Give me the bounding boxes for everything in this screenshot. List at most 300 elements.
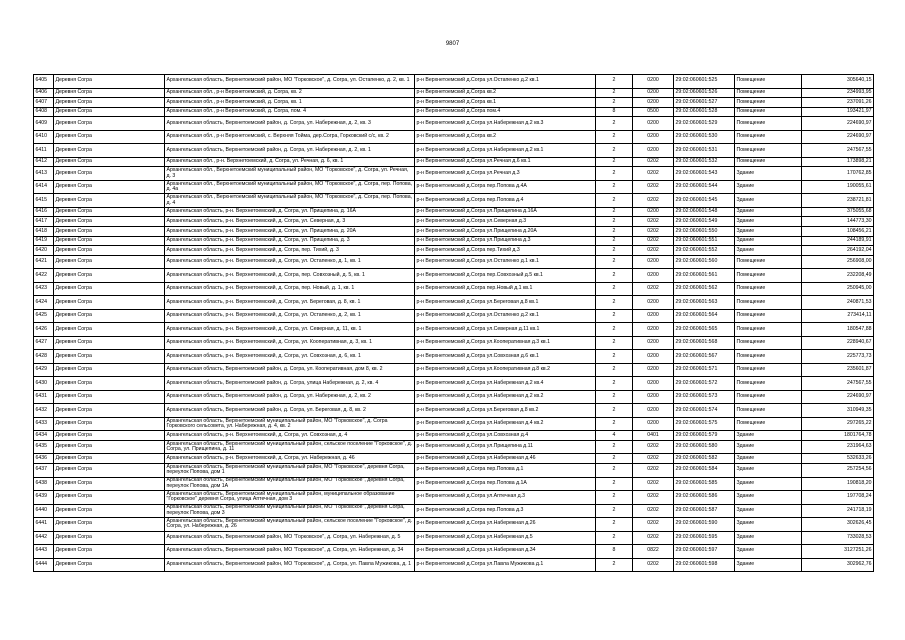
- row-number: 6442: [34, 531, 54, 545]
- group-code: 2: [596, 207, 633, 217]
- table-row: [34, 531, 874, 545]
- group-code: 2: [596, 377, 633, 391]
- group-code: 2: [596, 323, 633, 337]
- table-row: [34, 217, 874, 227]
- table-row: [34, 98, 874, 108]
- cadastral-number: 29:02:060601:550: [674, 227, 735, 237]
- table-row: [34, 404, 874, 418]
- object-type: Помещение: [735, 404, 802, 418]
- subgroup-code: 0200: [633, 417, 674, 431]
- locality-name: Деревня Согра: [54, 98, 165, 108]
- object-type: Помещение: [735, 107, 802, 117]
- short-address: р-н Верхнетоемский д.Согра ул.Прищепина д.20А: [415, 227, 596, 237]
- locality-name: Деревня Согра: [54, 350, 165, 364]
- subgroup-code: 0202: [633, 491, 674, 505]
- row-number: 6423: [34, 282, 54, 296]
- cadastral-number: 29:02:060601:575: [674, 417, 735, 431]
- full-address: Архангельская область, Верхнетоемский район, МО "Горковское", д. Согра, ул. Остапенко, д. 2, кв. 1: [165, 75, 415, 89]
- subgroup-code: 0202: [633, 518, 674, 532]
- locality-name: Деревня Согра: [54, 454, 165, 464]
- cadastral-number: 29:02:060601:598: [674, 558, 735, 572]
- cadastral-value: 375055,68: [802, 207, 874, 217]
- row-number: 6419: [34, 236, 54, 246]
- object-type: Здание: [735, 558, 802, 572]
- full-address: Архангельская обл., Верхнетоемский муниципальный район, МО "Горковское", д. Согра, ул. Речная, д. 3: [165, 167, 415, 181]
- short-address: р-н Верхнетоемский д.Согра ул.Береговая д.8 кв.1: [415, 296, 596, 310]
- row-number: 6438: [34, 477, 54, 491]
- cadastral-value: 193421,97: [802, 107, 874, 117]
- cadastral-number: 29:02:060601:595: [674, 531, 735, 545]
- full-address: Архангельская область, Верхнетоемский муниципальный район, муниципальное образование "Горковское" деревня Согра, улица Аптечная, дом 3: [165, 491, 415, 505]
- object-type: Здание: [735, 246, 802, 256]
- short-address: р-н Верхнетоемский д.Согра пер.Попова д.3: [415, 504, 596, 518]
- row-number: 6413: [34, 167, 54, 181]
- short-address: р-н Верхнетоемский д.Согра ул.Совхозная д.4: [415, 431, 596, 441]
- cadastral-value: 244189,91: [802, 236, 874, 246]
- table-row: [34, 477, 874, 491]
- object-type: Здание: [735, 454, 802, 464]
- cadastral-value: 273414,11: [802, 309, 874, 323]
- cadastral-value: 240871,53: [802, 296, 874, 310]
- table-row: [34, 167, 874, 181]
- short-address: р-н Верхнетоемский д.Согра ул.Речная д.3: [415, 167, 596, 181]
- short-address: р-н Верхнетоемский д.Согра пом.4: [415, 107, 596, 117]
- table-row: [34, 194, 874, 208]
- group-code: 2: [596, 98, 633, 108]
- group-code: 2: [596, 454, 633, 464]
- row-number: 6414: [34, 180, 54, 194]
- group-code: 2: [596, 296, 633, 310]
- object-type: Здание: [735, 194, 802, 208]
- group-code: 2: [596, 157, 633, 167]
- object-type: Помещение: [735, 269, 802, 283]
- group-code: 2: [596, 282, 633, 296]
- table-row: [34, 88, 874, 98]
- row-number: 6427: [34, 336, 54, 350]
- table-row: [34, 431, 874, 441]
- cadastral-value: 256908,00: [802, 255, 874, 269]
- cadastral-value: 190818,20: [802, 477, 874, 491]
- group-code: 2: [596, 130, 633, 144]
- short-address: р-н Верхнетоемский д.Согра ул.Павла Мужикова д.1: [415, 558, 596, 572]
- short-address: р-н Верхнетоемский д.Согра ул.Остапенко д.2 кв.1: [415, 75, 596, 89]
- cadastral-number: 29:02:060601:564: [674, 309, 735, 323]
- cadastral-number: 29:02:060601:552: [674, 246, 735, 256]
- object-type: Здание: [735, 167, 802, 181]
- full-address: Архангельская область, Верхнетоемский муниципальный район, МО "Горковское", деревня Согра, переулок Попова, дом 3: [165, 504, 415, 518]
- locality-name: Деревня Согра: [54, 491, 165, 505]
- group-code: 2: [596, 236, 633, 246]
- row-number: 6425: [34, 309, 54, 323]
- row-number: 6407: [34, 98, 54, 108]
- cadastral-value: 197708,24: [802, 491, 874, 505]
- group-code: 2: [596, 518, 633, 532]
- cadastral-number: 29:02:060601:544: [674, 180, 735, 194]
- object-type: Помещение: [735, 363, 802, 377]
- full-address: Архангельская область, р-н. Верхнетоемский, д. Согра, ул. Совхозная, д. 4: [165, 431, 415, 441]
- subgroup-code: 0200: [633, 404, 674, 418]
- full-address: Архангельская область, Верхнетоемский муниципальный район, МО "Горковское", деревня Согра, переулок Попова, дом 1А: [165, 477, 415, 491]
- locality-name: Деревня Согра: [54, 227, 165, 237]
- cadastral-number: 29:02:060601:567: [674, 350, 735, 364]
- subgroup-code: 0822: [633, 545, 674, 559]
- table-row: [34, 390, 874, 404]
- subgroup-code: 0202: [633, 167, 674, 181]
- table-row: [34, 417, 874, 431]
- cadastral-value: 247567,55: [802, 377, 874, 391]
- group-code: 2: [596, 491, 633, 505]
- full-address: Архангельская область, р-н. Верхнетоемский, д. Согра, ул. Остапенко, д. 2, кв. 1: [165, 309, 415, 323]
- group-code: 2: [596, 217, 633, 227]
- group-code: 8: [596, 545, 633, 559]
- subgroup-code: 0200: [633, 144, 674, 158]
- group-code: 4: [596, 431, 633, 441]
- row-number: 6410: [34, 130, 54, 144]
- cadastral-value: 532633,26: [802, 454, 874, 464]
- row-number: 6440: [34, 504, 54, 518]
- full-address: Архангельская область, р-н. Верхнетоемский, д. Согра, ул. Набережная, д. 46: [165, 454, 415, 464]
- locality-name: Деревня Согра: [54, 431, 165, 441]
- group-code: 2: [596, 558, 633, 572]
- table-row: [34, 454, 874, 464]
- table-row: [34, 144, 874, 158]
- subgroup-code: 0200: [633, 296, 674, 310]
- table-row: [34, 269, 874, 283]
- locality-name: Деревня Согра: [54, 167, 165, 181]
- short-address: р-н Верхнетоемский д.Согра пер.Новый д.1 кв.1: [415, 282, 596, 296]
- full-address: Архангельская область, Верхнетоемский муниципальный район, сельское поселение "Горковское", д. Согра, ул. Прищепина, д. 11: [165, 440, 415, 454]
- subgroup-code: 0202: [633, 236, 674, 246]
- cadastral-number: 29:02:060601:549: [674, 217, 735, 227]
- row-number: 6443: [34, 545, 54, 559]
- table-row: [34, 336, 874, 350]
- cadastral-value: 238721,81: [802, 194, 874, 208]
- table-row: [34, 491, 874, 505]
- locality-name: Деревня Согра: [54, 144, 165, 158]
- cadastral-number: 29:02:060601:574: [674, 404, 735, 418]
- short-address: р-н Верхнетоемский д.Согра пер.Попова д.1А: [415, 477, 596, 491]
- full-address: Архангельская область, р-н. Верхнетоемский, д. Согра, ул. Кооперативная, д. 3, кв. 1: [165, 336, 415, 350]
- full-address: Архангельская область, Верхнетоемский муниципальный район, сельское поселение "Горковское", д. Согра, ул. Набережная, д. 26: [165, 518, 415, 532]
- short-address: р-н Верхнетоемский д.Согра пер.Попова д.4: [415, 194, 596, 208]
- cadastral-number: 29:02:060601:563: [674, 296, 735, 310]
- locality-name: Деревня Согра: [54, 180, 165, 194]
- cadastral-value: 234993,95: [802, 88, 874, 98]
- group-code: 2: [596, 269, 633, 283]
- cadastral-number: 29:02:060601:590: [674, 518, 735, 532]
- object-type: Помещение: [735, 296, 802, 310]
- cadastral-number: 29:02:060601:526: [674, 88, 735, 98]
- locality-name: Деревня Согра: [54, 117, 165, 131]
- short-address: р-н Верхнетоемский д.Согра ул.Набережная д.2 кв.1: [415, 144, 596, 158]
- row-number: 6441: [34, 518, 54, 532]
- row-number: 6428: [34, 350, 54, 364]
- table-row: [34, 157, 874, 167]
- object-type: Помещение: [735, 255, 802, 269]
- group-code: 2: [596, 246, 633, 256]
- table-row: [34, 107, 874, 117]
- subgroup-code: 0500: [633, 107, 674, 117]
- full-address: Архангельская область, Верхнетоемский район, д. Согра, ул. Набережная, д. 2, кв. 1: [165, 144, 415, 158]
- full-address: Архангельская область, р-н. Верхнетоемский, д. Согра, ул. Остапенко, д. 1, кв. 1: [165, 255, 415, 269]
- cadastral-value: 190055,61: [802, 180, 874, 194]
- object-type: Помещение: [735, 98, 802, 108]
- cadastral-number: 29:02:060601:582: [674, 454, 735, 464]
- object-type: Помещение: [735, 377, 802, 391]
- object-type: Помещение: [735, 282, 802, 296]
- object-type: Помещение: [735, 350, 802, 364]
- full-address: Архангельская обл., р-н Верхнетоемский, д. Согра, пом. 4: [165, 107, 415, 117]
- cadastral-value: 225773,73: [802, 350, 874, 364]
- cadastral-number: 29:02:060601:597: [674, 545, 735, 559]
- table-row: [34, 207, 874, 217]
- short-address: р-н Верхнетоемский д.Согра ул.Набережная д.46: [415, 454, 596, 464]
- table-row: [34, 377, 874, 391]
- full-address: Архангельская область, р-н. Верхнетоемский, д. Согра, ул. Береговая, д. 8, кв. 1: [165, 296, 415, 310]
- table-row: [34, 504, 874, 518]
- table-row: [34, 282, 874, 296]
- row-number: 6435: [34, 440, 54, 454]
- locality-name: Деревня Согра: [54, 558, 165, 572]
- cadastral-number: 29:02:060601:562: [674, 282, 735, 296]
- locality-name: Деревня Согра: [54, 88, 165, 98]
- full-address: Архангельская область, Верхнетоемский район, д. Согра, ул. Кооперативная, дом 8, кв. 2: [165, 363, 415, 377]
- table-row: [34, 75, 874, 89]
- subgroup-code: 0202: [633, 440, 674, 454]
- short-address: р-н Верхнетоемский д.Согра ул.Береговая д.8 кв.2: [415, 404, 596, 418]
- locality-name: Деревня Согра: [54, 440, 165, 454]
- full-address: Архангельская область, р-н. Верхнетоемский, д. Согра, пер. Новый, д. 1, кв. 1: [165, 282, 415, 296]
- table-row: [34, 227, 874, 237]
- short-address: р-н Верхнетоемский д.Согра ул.Остапенко д.1 кв.1: [415, 255, 596, 269]
- cadastral-number: 29:02:060601:565: [674, 323, 735, 337]
- cadastral-number: 29:02:060601:543: [674, 167, 735, 181]
- locality-name: Деревня Согра: [54, 296, 165, 310]
- row-number: 6406: [34, 88, 54, 98]
- short-address: р-н Верхнетоемский д.Согра ул.Набережная д.34: [415, 545, 596, 559]
- locality-name: Деревня Согра: [54, 464, 165, 478]
- full-address: Архангельская область, Верхнетоемский муниципальный район, МО "Горковское", д. Согра Горковского сельсовета, ул. Набережная, д. 4, кв. 2: [165, 417, 415, 431]
- cadastral-number: 29:02:060601:580: [674, 440, 735, 454]
- group-code: 2: [596, 531, 633, 545]
- subgroup-code: 0200: [633, 309, 674, 323]
- cadastral-number: 29:02:060601:531: [674, 144, 735, 158]
- subgroup-code: 0200: [633, 207, 674, 217]
- locality-name: Деревня Согра: [54, 130, 165, 144]
- object-type: Помещение: [735, 157, 802, 167]
- table-row: [34, 518, 874, 532]
- object-type: Здание: [735, 531, 802, 545]
- short-address: р-н Верхнетоемский д.Согра ул.Прищепина д.11: [415, 440, 596, 454]
- row-number: 6421: [34, 255, 54, 269]
- object-type: Здание: [735, 464, 802, 478]
- locality-name: Деревня Согра: [54, 404, 165, 418]
- row-number: 6411: [34, 144, 54, 158]
- row-number: 6408: [34, 107, 54, 117]
- cadastral-value: 264192,04: [802, 246, 874, 256]
- locality-name: Деревня Согра: [54, 269, 165, 283]
- locality-name: Деревня Согра: [54, 157, 165, 167]
- group-code: 2: [596, 417, 633, 431]
- row-number: 6426: [34, 323, 54, 337]
- row-number: 6429: [34, 363, 54, 377]
- cadastral-value: 241718,19: [802, 504, 874, 518]
- cadastral-value: 224690,97: [802, 390, 874, 404]
- group-code: 2: [596, 194, 633, 208]
- row-number: 6434: [34, 431, 54, 441]
- object-type: Помещение: [735, 336, 802, 350]
- short-address: р-н Верхнетоемский д.Согра ул.Кооперативная д.3 кв.1: [415, 336, 596, 350]
- object-type: Здание: [735, 504, 802, 518]
- group-code: 8: [596, 107, 633, 117]
- locality-name: Деревня Согра: [54, 246, 165, 256]
- locality-name: Деревня Согра: [54, 390, 165, 404]
- cadastral-value: 232208,49: [802, 269, 874, 283]
- full-address: Архангельская область, р-н. Верхнетоемский, д. Согра, ул. Прищепина, д. 3: [165, 236, 415, 246]
- table-row: [34, 545, 874, 559]
- locality-name: Деревня Согра: [54, 107, 165, 117]
- cadastral-value: 224690,97: [802, 130, 874, 144]
- object-type: Здание: [735, 207, 802, 217]
- group-code: 2: [596, 88, 633, 98]
- subgroup-code: 0202: [633, 504, 674, 518]
- full-address: Архангельская область, р-н. Верхнетоемский, д. Согра, ул. Совхозная, д. 6, кв. 1: [165, 350, 415, 364]
- full-address: Архангельская обл., р-н Верхнетоемский, д. Согра, кв. 1: [165, 98, 415, 108]
- row-number: 6436: [34, 454, 54, 464]
- object-type: Помещение: [735, 75, 802, 89]
- subgroup-code: 0200: [633, 88, 674, 98]
- cadastral-value: 237091,26: [802, 98, 874, 108]
- cadastral-value: 108456,21: [802, 227, 874, 237]
- short-address: р-н Верхнетоемский д.Согра пер.Совхозный д.5 кв.1: [415, 269, 596, 283]
- short-address: р-н Верхнетоемский д.Согра ул.Речная д.6 кв.1: [415, 157, 596, 167]
- subgroup-code: 0200: [633, 377, 674, 391]
- cadastral-value: 250945,00: [802, 282, 874, 296]
- full-address: Архангельская область, Верхнетоемский район, МО "Горковское", д. Согра, ул. Набережная, д. 34: [165, 545, 415, 559]
- table-row: [34, 296, 874, 310]
- full-address: Архангельская обл., Верхнетоемский муниципальный район, МО "Горковское", д. Согра, пер. Попова, д. 4: [165, 194, 415, 208]
- table-row: [34, 130, 874, 144]
- subgroup-code: 0202: [633, 227, 674, 237]
- cadastral-value: 305640,15: [802, 75, 874, 89]
- short-address: р-н Верхнетоемский д.Согра ул.Остапенко д.2 кв.1: [415, 309, 596, 323]
- cadastral-value: 302626,45: [802, 518, 874, 532]
- locality-name: Деревня Согра: [54, 309, 165, 323]
- locality-name: Деревня Согра: [54, 75, 165, 89]
- table-row: [34, 350, 874, 364]
- group-code: 2: [596, 117, 633, 131]
- subgroup-code: 0202: [633, 217, 674, 227]
- cadastral-number: 29:02:060601:561: [674, 269, 735, 283]
- object-type: Помещение: [735, 417, 802, 431]
- subgroup-code: 0202: [633, 157, 674, 167]
- row-number: 6416: [34, 207, 54, 217]
- cadastral-number: 29:02:060601:586: [674, 491, 735, 505]
- object-type: Помещение: [735, 323, 802, 337]
- object-type: Помещение: [735, 309, 802, 323]
- cadastral-value: 297265,22: [802, 417, 874, 431]
- cadastral-number: 29:02:060601:568: [674, 336, 735, 350]
- full-address: Архангельская область, Верхнетоемский район, д. Согра, улица Набережная, д. 2, кв. 4: [165, 377, 415, 391]
- object-type: Здание: [735, 477, 802, 491]
- cadastral-number: 29:02:060601:560: [674, 255, 735, 269]
- subgroup-code: 0401: [633, 431, 674, 441]
- full-address: Архангельская область, Верхнетоемский район, д. Согра, ул. Береговая, д. 8, кв. 2: [165, 404, 415, 418]
- short-address: р-н Верхнетоемский д.Согра ул.Совхозная д.6 кв.1: [415, 350, 596, 364]
- short-address: р-н Верхнетоемский д.Согра ул.Набережная д.2 кв.2: [415, 390, 596, 404]
- table-row: [34, 236, 874, 246]
- cadastral-number: 29:02:060601:585: [674, 477, 735, 491]
- subgroup-code: 0200: [633, 269, 674, 283]
- cadastral-value: 231964,63: [802, 440, 874, 454]
- short-address: р-н Верхнетоемский д.Согра ул.Прищепина д.3: [415, 236, 596, 246]
- group-code: 2: [596, 144, 633, 158]
- locality-name: Деревня Согра: [54, 531, 165, 545]
- row-number: 6405: [34, 75, 54, 89]
- short-address: р-н Верхнетоемский д.Согра ул.Кооперативная д.8 кв.2: [415, 363, 596, 377]
- cadastral-number: 29:02:060601:530: [674, 130, 735, 144]
- full-address: Архангельская область, Верхнетоемский район, МО "Горковское", д. Согра, ул. Набережная, д. 5: [165, 531, 415, 545]
- cadastral-number: 29:02:060601:573: [674, 390, 735, 404]
- page-number: 9807: [445, 41, 460, 47]
- cadastral-number: 29:02:060601:545: [674, 194, 735, 208]
- subgroup-code: 0200: [633, 255, 674, 269]
- group-code: 2: [596, 227, 633, 237]
- cadastral-value: 3127251,26: [802, 545, 874, 559]
- group-code: 2: [596, 350, 633, 364]
- subgroup-code: 0202: [633, 282, 674, 296]
- subgroup-code: 0200: [633, 117, 674, 131]
- cadastral-registry-table: [33, 74, 874, 572]
- object-type: Здание: [735, 440, 802, 454]
- subgroup-code: 0200: [633, 98, 674, 108]
- subgroup-code: 0202: [633, 454, 674, 464]
- cadastral-value: 310949,35: [802, 404, 874, 418]
- cadastral-number: 29:02:060601:571: [674, 363, 735, 377]
- cadastral-number: 29:02:060601:584: [674, 464, 735, 478]
- row-number: 6420: [34, 246, 54, 256]
- group-code: 2: [596, 255, 633, 269]
- table-row: [34, 246, 874, 256]
- full-address: Архангельская область, Верхнетоемский район, д. Согра, ул. Набережная, д. 2, кв. 3: [165, 117, 415, 131]
- short-address: р-н Верхнетоемский д.Согра пер.Тихий д.3: [415, 246, 596, 256]
- row-number: 6439: [34, 491, 54, 505]
- row-number: 6432: [34, 404, 54, 418]
- full-address: Архангельская обл., р-н Верхнетоемский, д. Согра, кв. 2: [165, 88, 415, 98]
- subgroup-code: 0202: [633, 246, 674, 256]
- object-type: Помещение: [735, 390, 802, 404]
- table-row: [34, 255, 874, 269]
- group-code: 2: [596, 309, 633, 323]
- subgroup-code: 0200: [633, 323, 674, 337]
- cadastral-value: 302962,76: [802, 558, 874, 572]
- row-number: 6417: [34, 217, 54, 227]
- row-number: 6433: [34, 417, 54, 431]
- object-type: Помещение: [735, 130, 802, 144]
- full-address: Архангельская область, Верхнетоемский муниципальный район, МО "Горковское", деревня Согра, переулок Попова, дом 1: [165, 464, 415, 478]
- subgroup-code: 0200: [633, 390, 674, 404]
- registry-body: [34, 75, 874, 572]
- object-type: Здание: [735, 431, 802, 441]
- short-address: р-н Верхнетоемский д.Согра пер.Попова д.4А: [415, 180, 596, 194]
- table-row: [34, 363, 874, 377]
- subgroup-code: 0202: [633, 194, 674, 208]
- full-address: Архангельская область, р-н. Верхнетоемский, д. Согра, пер. Тихий, д. 3: [165, 246, 415, 256]
- subgroup-code: 0200: [633, 363, 674, 377]
- subgroup-code: 0200: [633, 336, 674, 350]
- group-code: 2: [596, 167, 633, 181]
- cadastral-value: 173898,21: [802, 157, 874, 167]
